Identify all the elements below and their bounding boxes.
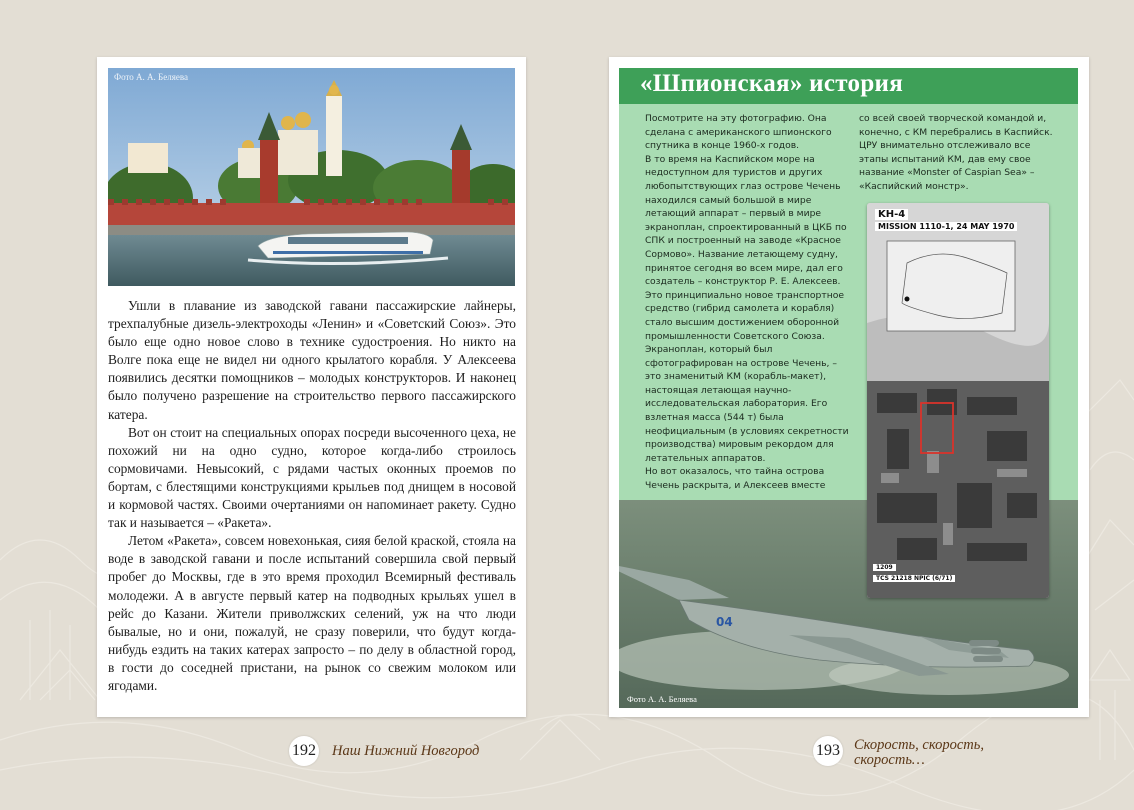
paragraph: Но вот оказалось, что тайна острова Чечень раскрыта, и Алексеев вместе: [645, 466, 826, 492]
paragraph: Вот он стоит на специальных опорах посреди высоченного цеха, не похожий ни на одно судно, которое когда-либо строилось сормовичами. Невысокий, с рядами частых оконных проемов по бортам, с блестящими конструкциями крыльев под днищем в носовой и кормовой частях. Своими очертаниями он напоминает ракету. Судно так и называется – «Ракета».: [108, 424, 516, 531]
left-page: [97, 57, 526, 717]
paragraph: со всей своей творческой командой и, конечно, с КМ перебрались в Каспийск. ЦРУ внимательно отслеживало все этапы испытаний КМ, дав ему свое название «Monster of Caspian Sea» – «Каспийский монстр».: [859, 113, 1053, 192]
paragraph: Посмотрите на эту фотографию. Она сделана с американского шпионского спутника в конце 1960-х годов.: [645, 113, 832, 152]
photo-credit: Фото А. А. Беляева: [114, 72, 188, 82]
paragraph: В то время на Каспийском море на недоступном для туристов и других любопытствующих глаз острове Чечень находился самый большой в мире летающий аппарат – первый в мире экраноплан, спроектированный в ЦКБ по СПК и построенный на заводе «Красное Сормово». Название летающему судну, принятое сегодня во всем мире, дал его создатель – конструктор Р. Е. Алексеев. Это принципиально новое транспортное средство (гибрид самолета и корабля) стало высшим достижением оборонной промышленности Советского Союза.: [645, 153, 847, 342]
kremlin-photo: [108, 68, 515, 286]
paragraph: Экраноплан, который был сфотографирован на острове Чечень, – это знаменитый КМ (корабль-макет), настоящая летающая научно-исследовательская лаборатория. Его взлетная масса (544 т) была неофициальным (в условиях секретности производства) мировым рекордом для летательных аппаратов.: [645, 344, 849, 464]
page-number-left: 192: [289, 736, 319, 766]
paragraph: Ушли в плавание из заводской гавани пассажирские лайнеры, трехпалубные дизель-электроходы «Ленин» и «Советский Союз». Это было еще одно новое слово в технике судостроения. Но никто на Волге пока еще не видел ни одного крылатого корабля. У Алексеева появились десятки помощников – молодых конструкторов. И наконец было получено разрешение на строительство первого пассажирского катера.: [108, 298, 516, 422]
running-title-right: [854, 738, 984, 768]
paragraph: Летом «Ракета», совсем новехонькая, сияя белой краской, стояла на воде в заводской гавани и после испытаний совершила свой первый пробег до Москвы, где в это время проходил Всемирный фестиваль молодежи. А в августе первый катер на подводных крыльях ушел в рейс до Казани. Жители приволжских селений, уж на что люди бывалые, но и они, пожалуй, не сразу поверили, что будут когда-нибудь ездить на таких катерах запросто – по делу в областной город, в гости до соседней пристани, на рынок со свежим молоком или ягодами.: [108, 533, 516, 693]
satellite-frame-number: 1209: [873, 564, 896, 571]
photo-credit: Фото А. А. Беляева: [627, 694, 697, 704]
title-bar: [619, 68, 1078, 104]
running-title-line: Скорость, скорость,: [854, 737, 984, 753]
running-title-left: Наш Нижний Новгород: [332, 743, 480, 759]
hull-number: 04: [716, 615, 733, 629]
text-column-2: [859, 112, 1054, 194]
right-page: [609, 57, 1089, 717]
satellite-image: [867, 203, 1049, 598]
satellite-frame-code: TCS 21218 NPIC (6/71): [873, 575, 955, 582]
sidebar-panel: [619, 68, 1078, 708]
satellite-label: KH-4: [875, 209, 908, 220]
section-title: «Шпионская» история: [640, 70, 904, 97]
body-text: [108, 297, 516, 695]
page-number-right: 193: [813, 736, 843, 766]
satellite-photo: [867, 203, 1049, 598]
running-title-line: скорость…: [854, 752, 925, 768]
satellite-mission-label: MISSION 1110-1, 24 MAY 1970: [875, 222, 1017, 231]
text-column-1: [645, 112, 850, 493]
kremlin-illustration: [108, 68, 515, 286]
